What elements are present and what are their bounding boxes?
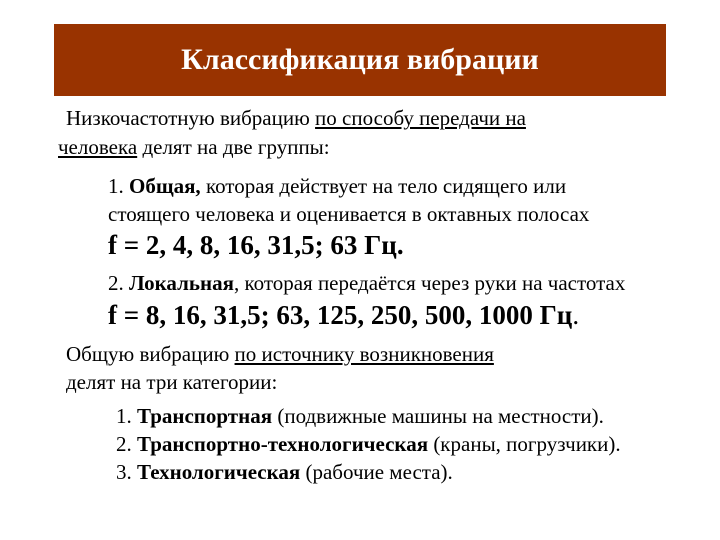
category-desc: (подвижные машины на местности). — [272, 404, 604, 428]
intro-underline-1: по способу передачи на — [315, 106, 526, 130]
source-pre: Общую вибрацию — [66, 342, 235, 366]
source-line-2: делят на три категории: — [66, 370, 278, 394]
group2-line-1 — [108, 269, 625, 298]
group2-num: 2. — [108, 271, 129, 295]
slide-title: Классификация вибрации — [181, 43, 539, 76]
category-num: 1. — [116, 404, 137, 428]
group1-text1: которая действует на тело сидящего или — [200, 174, 567, 198]
intro-underline-2: человека — [58, 135, 138, 159]
group1-line-2 — [108, 200, 589, 229]
category-item-1 — [116, 402, 604, 431]
intro-line-2 — [58, 133, 330, 162]
source-underline: по источнику возникновения — [234, 342, 494, 366]
category-num: 3. — [116, 460, 137, 484]
group2-text1: , которая передаётся через руки на частотах — [233, 271, 626, 295]
title-bar — [54, 24, 666, 96]
category-name: Транспортно-технологическая — [137, 432, 429, 456]
group2-formula-line — [108, 299, 579, 331]
category-desc: (краны, погрузчики). — [428, 432, 621, 456]
group2-formula-end: . — [572, 300, 580, 330]
intro-pre: Низкочастотную вибрацию — [66, 106, 316, 130]
category-desc: (рабочие места). — [300, 460, 453, 484]
category-name: Транспортная — [137, 404, 273, 428]
group2-formula: f = 8, 16, 31,5; 63, 125, 250, 500, 1000 Гц — [108, 300, 573, 330]
intro-line-1 — [66, 104, 526, 133]
category-item-2 — [116, 430, 621, 459]
intro-post: делят на две группы: — [137, 135, 330, 159]
group1-num: 1. — [108, 174, 129, 198]
group2-name: Локальная — [129, 271, 234, 295]
category-name: Технологическая — [137, 460, 301, 484]
source-line-1 — [66, 340, 494, 369]
category-item-3 — [116, 458, 453, 487]
group1-name: Общая, — [129, 174, 201, 198]
group1-text2: стоящего человека и оценивается в октавных полосах — [108, 202, 590, 226]
group1-formula: f = 2, 4, 8, 16, 31,5; 63 Гц. — [108, 230, 404, 260]
category-num: 2. — [116, 432, 137, 456]
group1-line-1 — [108, 172, 566, 201]
